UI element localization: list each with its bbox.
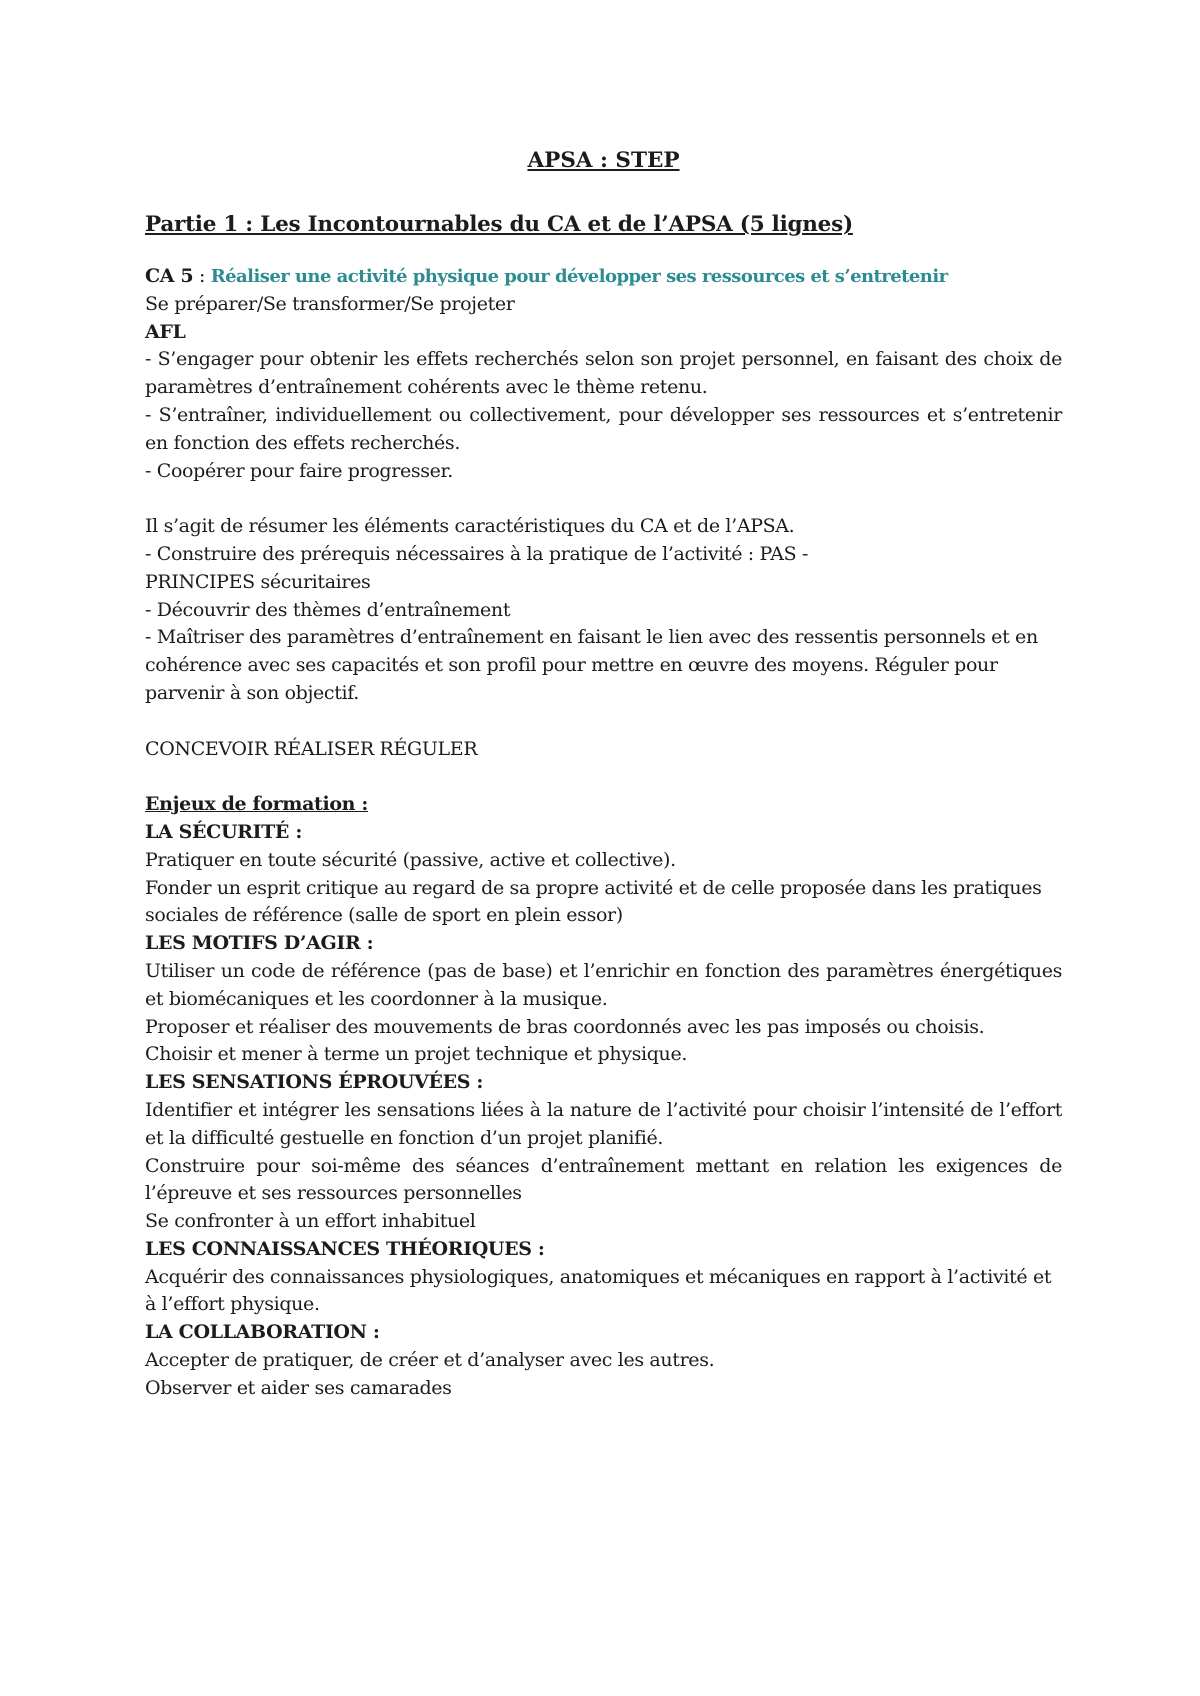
collaboration-heading: LA COLLABORATION : bbox=[145, 1321, 380, 1344]
part-1-title: Partie 1 : Les Incontournables du CA et de l’APSA (5 lignes) bbox=[145, 212, 853, 237]
ca-separator: : bbox=[193, 265, 211, 287]
collaboration-item: Accepter de pratiquer, de créer et d’analyser avec les autres. bbox=[145, 1349, 715, 1372]
summary-intro: Il s’agit de résumer les éléments caractéristiques du CA et de l’APSA. bbox=[145, 515, 795, 538]
enjeux-heading: Enjeux de formation : bbox=[145, 793, 369, 816]
summary-item: - Maîtriser des paramètres d’entraînement en faisant le lien avec des ressentis personnels et en cohérence avec ses capacités et son profil pour mettre en œuvre des moyens. Réguler pour parvenir à son objectif. bbox=[145, 626, 1038, 704]
motifs-item: Utiliser un code de référence (pas de base) et l’enrichir en fonction des paramètres énergétiques et biomécaniques et les coordonner à la musique. bbox=[145, 959, 1062, 1010]
afl-item: - S’entraîner, individuellement ou collectivement, pour développer ses ressources et s’entretenir en fonction des effets recherchés. bbox=[145, 403, 1062, 454]
motifs-item: Choisir et mener à terme un projet technique et physique. bbox=[145, 1043, 688, 1066]
ca-description: Réaliser une activité physique pour développer ses ressources et s’entretenir bbox=[210, 266, 948, 287]
ca-label: CA 5 bbox=[145, 265, 194, 287]
securite-item: Pratiquer en toute sécurité (passive, active et collective). bbox=[145, 848, 676, 871]
connaissances-heading: LES CONNAISSANCES THÉORIQUES : bbox=[145, 1237, 545, 1260]
keywords-line: CONCEVOIR RÉALISER RÉGULER bbox=[145, 737, 478, 760]
afl-item: - Coopérer pour faire progresser. bbox=[145, 459, 453, 482]
document-title: APSA : STEP bbox=[527, 148, 680, 173]
collaboration-item: Observer et aider ses camarades bbox=[145, 1376, 452, 1399]
afl-heading: AFL bbox=[145, 320, 186, 343]
sensations-item: Identifier et intégrer les sensations liées à la nature de l’activité pour choisir l’intensité de l’effort et la difficulté gestuelle en fonction d’un projet planifié. bbox=[145, 1098, 1062, 1149]
securite-item: Fonder un esprit critique au regard de sa propre activité et de celle proposée dans les pratiques sociales de référence (salle de sport en plein essor) bbox=[145, 876, 1042, 927]
motifs-heading: LES MOTIFS D’AGIR : bbox=[145, 932, 374, 955]
ca-line bbox=[145, 263, 1062, 291]
document-body bbox=[145, 146, 1062, 1403]
afl-item: - S’engager pour obtenir les effets recherchés selon son projet personnel, en faisant des choix de paramètres d’entraînement cohérents avec le thème retenu. bbox=[145, 348, 1062, 399]
ca-subline: Se préparer/Se transformer/Se projeter bbox=[145, 292, 515, 315]
securite-heading: LA SÉCURITÉ : bbox=[145, 820, 302, 843]
spacer bbox=[145, 763, 1062, 791]
sensations-item: Construire pour soi-même des séances d’entraînement mettant en relation les exigences de l’épreuve et ses ressources personnelles bbox=[145, 1154, 1062, 1205]
summary-item: - Découvrir des thèmes d’entraînement bbox=[145, 598, 511, 621]
motifs-item: Proposer et réaliser des mouvements de bras coordonnés avec les pas imposés ou choisis. bbox=[145, 1015, 985, 1038]
sensations-heading: LES SENSATIONS ÉPROUVÉES : bbox=[145, 1071, 484, 1094]
summary-item: - Construire des prérequis nécessaires à la pratique de l’activité : PAS - PRINCIPES sécuritaires bbox=[145, 542, 809, 593]
spacer bbox=[145, 485, 1062, 513]
sensations-item: Se confronter à un effort inhabituel bbox=[145, 1210, 476, 1233]
spacer bbox=[145, 708, 1062, 736]
connaissances-item: Acquérir des connaissances physiologiques, anatomiques et mécaniques en rapport à l’activité et à l’effort physique. bbox=[145, 1265, 1052, 1316]
